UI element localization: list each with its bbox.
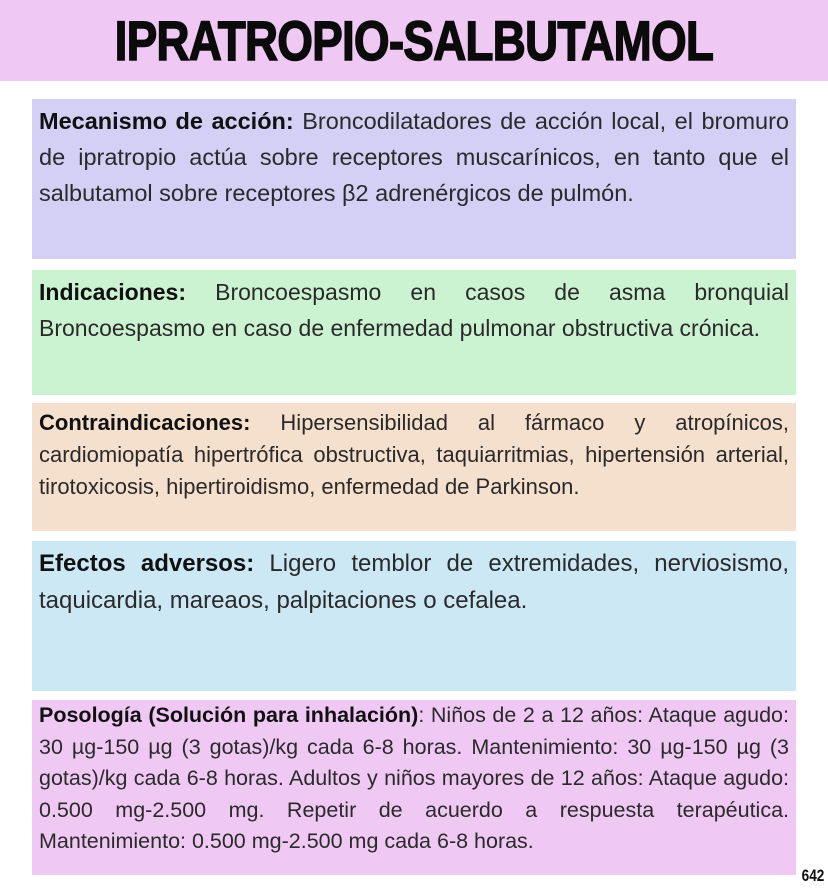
section-posologia: [32, 700, 796, 875]
page-title: IPRATROPIO-SALBUTAMOL: [114, 8, 714, 72]
section-label: Indicaciones:: [39, 279, 186, 305]
section-label: Contraindicaciones:: [39, 410, 251, 435]
section-contraindicaciones: [32, 403, 796, 531]
section-text: Hipersensibilidad al fármaco y atropínicos, cardiomiopatía hipertrófica obstructiva, taquiarritmias, hipertensión arterial, tirotoxicosis, hipertiroidismo, enfermedad de Parkinson.: [39, 410, 789, 499]
section-indicaciones: [32, 270, 796, 395]
section-text: Broncodilatadores de acción local, el bromuro de ipratropio actúa sobre receptores muscarínicos, en tanto que el salbutamol sobre receptores β2 adrenérgicos de pulmón.: [39, 108, 789, 206]
section-efectos-adversos: [32, 541, 796, 691]
section-text: Ligero temblor de extremidades, nerviosismo, taquicardia, mareaos, palpitaciones o cefalea.: [39, 550, 789, 614]
section-label: Efectos adversos:: [39, 550, 255, 577]
title-banner: [0, 0, 828, 81]
section-label: Posología (Solución para inhalación): [39, 703, 419, 727]
section-text: : Niños de 2 a 12 años: Ataque agudo: 30 µg-150 µg (3 gotas)/kg cada 6-8 horas. Mantenimiento: 30 µg-150 µg (3 gotas)/kg cada 6-8 horas. Adultos y niños mayores de 12 años: Ataque agudo: 0.500 mg-2.500 mg. Repetir de acuerdo a respuesta terapéutica. Mantenimiento: 0.500 mg-2.500 mg cada 6-8 horas.: [39, 703, 789, 853]
section-text: Broncoespasmo en casos de asma bronquial Broncoespasmo en caso de enfermedad pulmonar obstructiva crónica.: [39, 279, 789, 341]
page-number: 642: [801, 866, 824, 885]
section-label: Mecanismo de acción:: [39, 108, 294, 134]
section-mecanismo: [32, 99, 796, 259]
